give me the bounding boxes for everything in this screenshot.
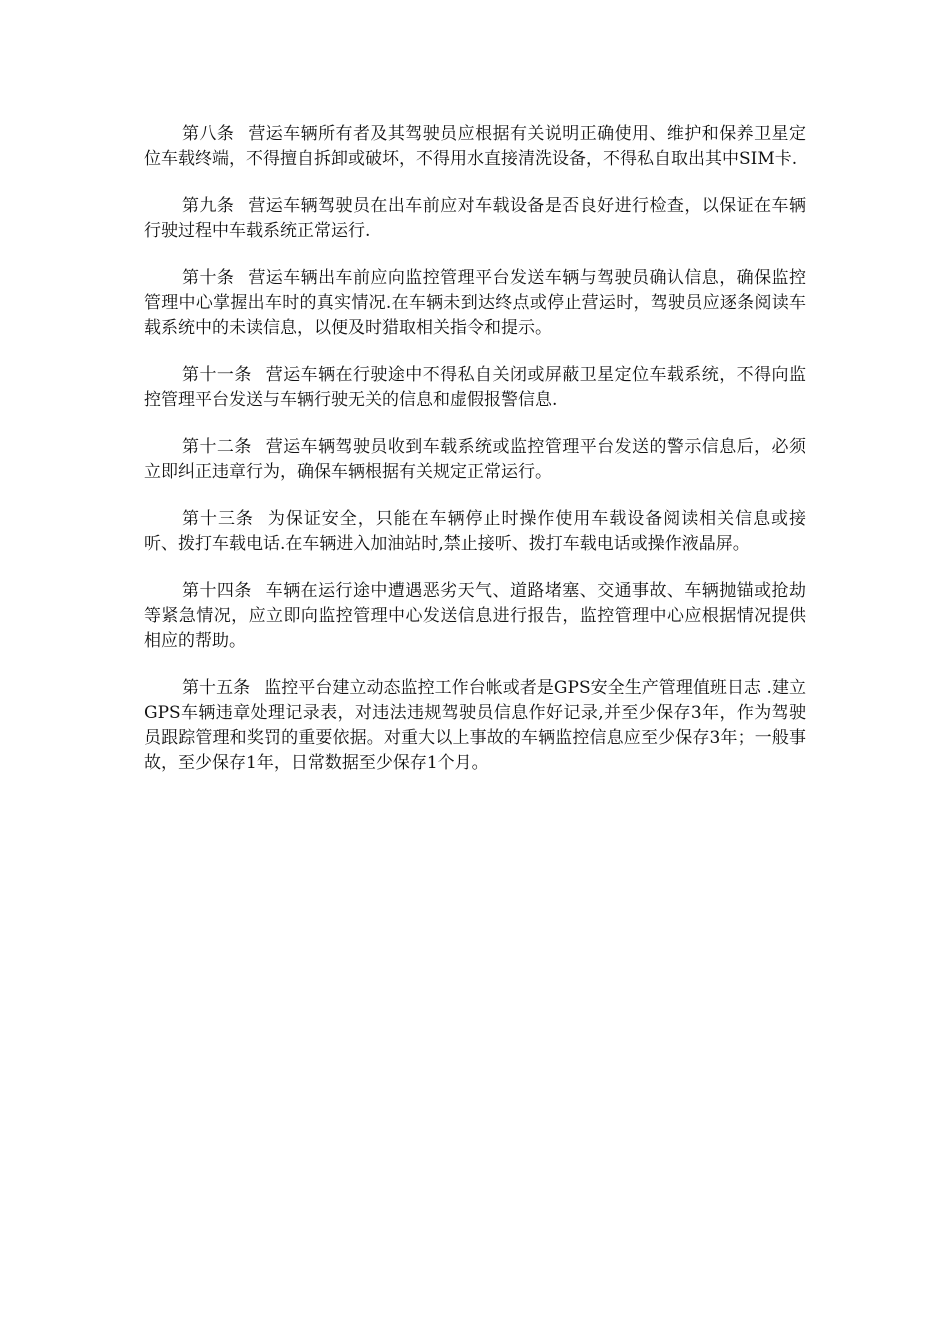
article-text: 营运车辆在行驶途中不得私自关闭或屏蔽卫星定位车载系统，不得向监控管理平台发送与车辆行驶无关的信息和虚假报警信息.	[144, 365, 806, 410]
article-text: 营运车辆驾驶员收到车载系统或监控管理平台发送的警示信息后，必须立即纠正违章行为，确保车辆根据有关规定正常运行。	[144, 437, 806, 482]
article-8	[144, 122, 806, 172]
article-10	[144, 266, 806, 341]
article-14	[144, 579, 806, 654]
article-15	[144, 676, 806, 776]
article-title: 第八条	[182, 124, 235, 144]
article-text: 为保证安全，只能在车辆停止时操作使用车载设备阅读相关信息或接听、拨打车载电话.在车辆进入加油站时,禁止接听、拨打车载电话或操作液晶屏。	[144, 509, 807, 554]
article-9	[144, 194, 806, 244]
article-text: 监控平台建立动态监控工作台帐或者是GPS安全生产管理值班日志 .建立GPS车辆违章处理记录表，对违法违规驾驶员信息作好记录,并至少保存3年，作为驾驶员跟踪管理和奖罚的重要依据。对重大以上事故的车辆监控信息应至少保存3年；一般事故，至少保存1年，日常数据至少保存1个月。	[144, 678, 807, 773]
article-text: 营运车辆出车前应向监控管理平台发送车辆与驾驶员确认信息，确保监控管理中心掌握出车时的真实情况.在车辆未到达终点或停止营运时，驾驶员应逐条阅读车载系统中的未读信息，以便及时猎取相关指令和提示。	[144, 268, 807, 338]
article-text: 营运车辆所有者及其驾驶员应根据有关说明正确使用、维护和保养卫星定位车载终端，不得擅自拆卸或破坏，不得用水直接清洗设备，不得私自取出其中SIM卡.	[144, 124, 807, 169]
document-body	[144, 122, 806, 798]
article-text: 车辆在运行途中遭遇恶劣天气、道路堵塞、交通事故、车辆抛锚或抢劫等紧急情况，应立即向监控管理中心发送信息进行报告，监控管理中心应根据情况提供相应的帮助。	[144, 581, 806, 651]
article-title: 第十五条	[182, 678, 251, 698]
article-title: 第十条	[182, 268, 235, 288]
article-text: 营运车辆驾驶员在出车前应对车载设备是否良好进行检查，以保证在车辆行驶过程中车载系统正常运行.	[144, 196, 807, 241]
article-13	[144, 507, 806, 557]
article-11	[144, 363, 806, 413]
article-title: 第十三条	[182, 509, 254, 529]
article-title: 第十一条	[182, 365, 252, 385]
article-12	[144, 435, 806, 485]
article-title: 第十四条	[182, 581, 252, 601]
article-title: 第十二条	[182, 437, 252, 457]
article-title: 第九条	[182, 196, 235, 216]
